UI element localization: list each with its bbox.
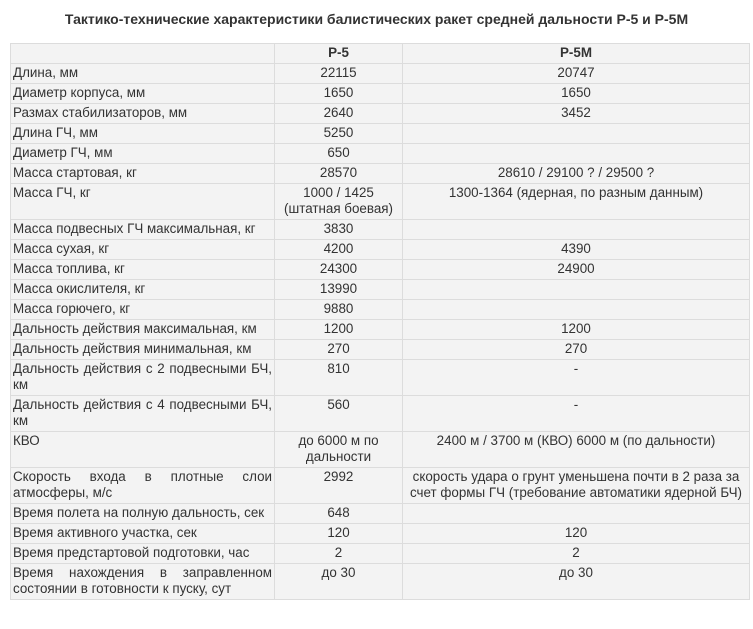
r5m-value-cell: 2400 м / 3700 м (КВО) 6000 м (по дальности) bbox=[403, 432, 750, 468]
r5-value-cell: 5250 bbox=[275, 124, 403, 144]
parameter-name-cell: Время предстартовой подготовки, час bbox=[11, 544, 275, 564]
r5-value-cell: 2 bbox=[275, 544, 403, 564]
table-row bbox=[11, 320, 750, 340]
parameter-name-cell: Дальность действия минимальная, км bbox=[11, 340, 275, 360]
parameter-name-cell: Диаметр корпуса, мм bbox=[11, 84, 275, 104]
table-row bbox=[11, 124, 750, 144]
parameter-name-cell: Дальность действия с 2 подвесными БЧ, км bbox=[11, 360, 275, 396]
r5m-value-cell: - bbox=[403, 360, 750, 396]
r5-value-cell: 650 bbox=[275, 144, 403, 164]
table-row bbox=[11, 280, 750, 300]
parameter-name-cell: Длина ГЧ, мм bbox=[11, 124, 275, 144]
column-header bbox=[11, 44, 275, 64]
table-row bbox=[11, 300, 750, 320]
r5-value-cell: 9880 bbox=[275, 300, 403, 320]
parameter-name-cell: Масса топлива, кг bbox=[11, 260, 275, 280]
parameter-name-cell: Масса подвесных ГЧ максимальная, кг bbox=[11, 220, 275, 240]
r5-value-cell: 648 bbox=[275, 504, 403, 524]
table-row bbox=[11, 184, 750, 220]
parameter-name-cell: КВО bbox=[11, 432, 275, 468]
table-row bbox=[11, 240, 750, 260]
parameter-name-cell: Скорость входа в плотные слои атмосферы, м/с bbox=[11, 468, 275, 504]
parameter-name-cell: Масса стартовая, кг bbox=[11, 164, 275, 184]
table-row bbox=[11, 84, 750, 104]
r5m-value-cell: 24900 bbox=[403, 260, 750, 280]
table-row bbox=[11, 340, 750, 360]
table-row bbox=[11, 104, 750, 124]
r5m-value-cell: 120 bbox=[403, 524, 750, 544]
parameter-name-cell: Масса сухая, кг bbox=[11, 240, 275, 260]
table-row bbox=[11, 564, 750, 600]
r5m-value-cell: 3452 bbox=[403, 104, 750, 124]
r5m-value-cell: 20747 bbox=[403, 64, 750, 84]
r5-value-cell: 810 bbox=[275, 360, 403, 396]
r5m-value-cell: 1650 bbox=[403, 84, 750, 104]
r5m-value-cell: 1200 bbox=[403, 320, 750, 340]
r5-value-cell: 120 bbox=[275, 524, 403, 544]
table-row bbox=[11, 468, 750, 504]
r5m-value-cell bbox=[403, 220, 750, 240]
table-row bbox=[11, 432, 750, 468]
table-row bbox=[11, 64, 750, 84]
parameter-name-cell: Длина, мм bbox=[11, 64, 275, 84]
parameter-name-cell: Масса горючего, кг bbox=[11, 300, 275, 320]
parameter-name-cell: Время нахождения в заправленном состоянии в готовности к пуску, сут bbox=[11, 564, 275, 600]
r5m-value-cell: 270 bbox=[403, 340, 750, 360]
r5m-value-cell: 28610 / 29100 ? / 29500 ? bbox=[403, 164, 750, 184]
r5-value-cell: 22115 bbox=[275, 64, 403, 84]
r5m-value-cell: 1300-1364 (ядерная, по разным данным) bbox=[403, 184, 750, 220]
parameter-name-cell: Время активного участка, сек bbox=[11, 524, 275, 544]
table-row bbox=[11, 144, 750, 164]
r5m-value-cell: 2 bbox=[403, 544, 750, 564]
r5-value-cell: 24300 bbox=[275, 260, 403, 280]
table-row bbox=[11, 220, 750, 240]
r5-value-cell: 28570 bbox=[275, 164, 403, 184]
r5m-value-cell bbox=[403, 300, 750, 320]
table-row bbox=[11, 544, 750, 564]
table-header-row bbox=[11, 44, 750, 64]
r5m-value-cell bbox=[403, 280, 750, 300]
r5m-value-cell bbox=[403, 144, 750, 164]
r5-value-cell: 13990 bbox=[275, 280, 403, 300]
parameter-name-cell: Дальность действия с 4 подвесными БЧ, км bbox=[11, 396, 275, 432]
r5m-value-cell bbox=[403, 504, 750, 524]
parameter-name-cell: Дальность действия максимальная, км bbox=[11, 320, 275, 340]
table-row bbox=[11, 360, 750, 396]
table-row bbox=[11, 260, 750, 280]
r5-value-cell: 2640 bbox=[275, 104, 403, 124]
r5-value-cell: 1650 bbox=[275, 84, 403, 104]
r5m-value-cell: 4390 bbox=[403, 240, 750, 260]
r5m-value-cell bbox=[403, 124, 750, 144]
r5-value-cell: до 30 bbox=[275, 564, 403, 600]
parameter-name-cell: Размах стабилизаторов, мм bbox=[11, 104, 275, 124]
r5-value-cell: 1200 bbox=[275, 320, 403, 340]
r5-value-cell: 2992 bbox=[275, 468, 403, 504]
r5-value-cell: 3830 bbox=[275, 220, 403, 240]
r5m-value-cell: - bbox=[403, 396, 750, 432]
r5-value-cell: 270 bbox=[275, 340, 403, 360]
r5-value-cell: 4200 bbox=[275, 240, 403, 260]
parameter-name-cell: Масса окислителя, кг bbox=[11, 280, 275, 300]
column-header: Р-5М bbox=[403, 44, 750, 64]
table-row bbox=[11, 396, 750, 432]
r5-value-cell: до 6000 м по дальности bbox=[275, 432, 403, 468]
table-row bbox=[11, 524, 750, 544]
specs-table bbox=[10, 43, 750, 600]
table-row bbox=[11, 164, 750, 184]
r5-value-cell: 1000 / 1425 (штатная боевая) bbox=[275, 184, 403, 220]
r5-value-cell: 560 bbox=[275, 396, 403, 432]
column-header: Р-5 bbox=[275, 44, 403, 64]
r5m-value-cell: скорость удара о грунт уменьшена почти в 2 раза за счет формы ГЧ (требование автоматики ядерной БЧ) bbox=[403, 468, 750, 504]
page-title: Тактико-технические характеристики балистических ракет средней дальности Р-5 и Р-5М bbox=[64, 11, 689, 27]
parameter-name-cell: Время полета на полную дальность, сек bbox=[11, 504, 275, 524]
table-row bbox=[11, 504, 750, 524]
r5m-value-cell: до 30 bbox=[403, 564, 750, 600]
parameter-name-cell: Диаметр ГЧ, мм bbox=[11, 144, 275, 164]
parameter-name-cell: Масса ГЧ, кг bbox=[11, 184, 275, 220]
